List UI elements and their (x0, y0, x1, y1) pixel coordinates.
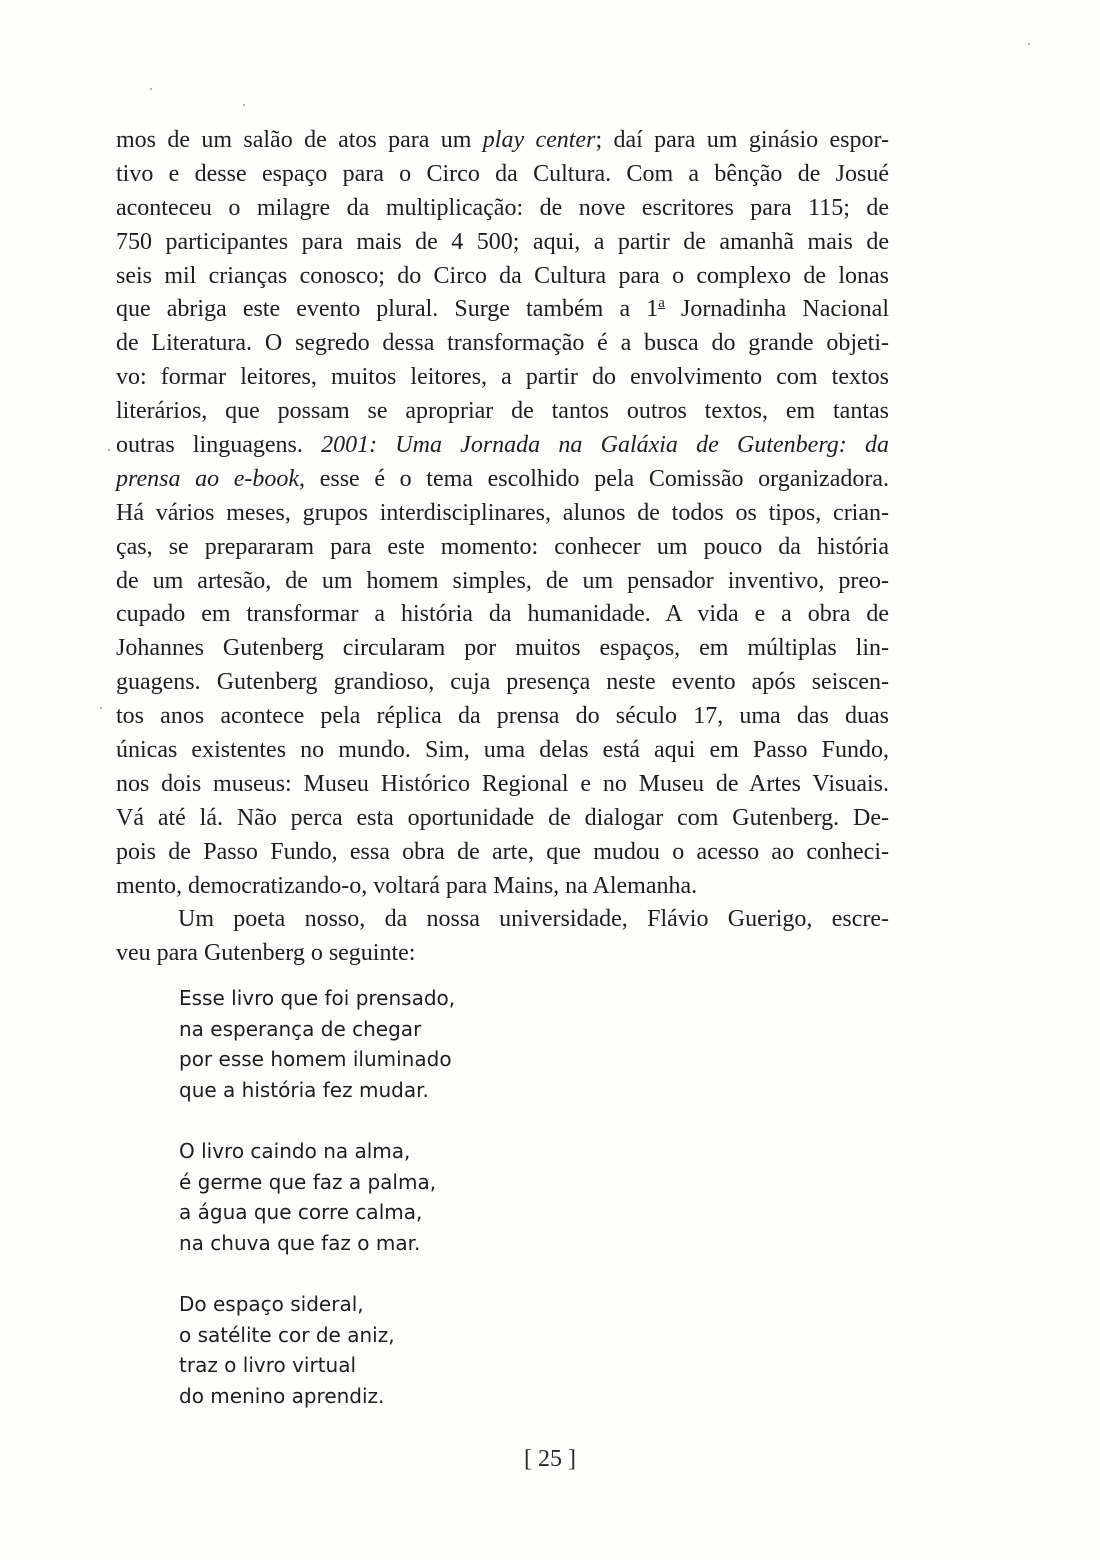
text-run: 750 participantes para mais de 4 500; aqui, a partir de amanhã mais de (116, 228, 889, 255)
scan-speck (1028, 43, 1030, 45)
text-line (116, 192, 889, 226)
text-line (116, 124, 889, 158)
text-run: Johannes Gutenberg circularam por muitos espaços, em múltiplas lin- (116, 635, 889, 662)
text-line (116, 361, 889, 395)
text-line (116, 260, 889, 294)
text-run: que abriga este evento plural. Surge também a 1 (116, 296, 659, 323)
text-run: Jornadinha Nacional (664, 296, 890, 323)
ordinal-superscript: a (658, 295, 665, 312)
poem-stanza (179, 983, 679, 1105)
text-run: outras linguagens. (116, 432, 322, 459)
scan-speck (100, 707, 102, 709)
scan-speck (150, 88, 152, 90)
poem-verse: traz o livro virtual (179, 1353, 357, 1377)
text-line (116, 293, 889, 327)
text-run: esse é o tema escolhido pela Comissão organizadora. (305, 465, 889, 492)
text-run: literários, que possam se apropriar de tantos outros textos, em tantas (116, 398, 889, 425)
body-paragraph (116, 124, 889, 971)
text-run: veu para Gutenberg o seguinte: (116, 940, 416, 967)
text-run: Há vários meses, grupos interdisciplinares, alunos de todos os tipos, crian- (116, 499, 889, 526)
text-run: aconteceu o milagre da multiplicação: de nove escritores para 115; de (116, 194, 889, 221)
italic-title: 2001: Uma Jornada na Galáxia de Gutenberg: da (321, 432, 889, 459)
text-run: pois de Passo Fundo, essa obra de arte, que mudou o acesso ao conheci- (116, 838, 889, 865)
text-line (116, 632, 889, 666)
text-line (116, 158, 889, 192)
poem-verse: na chuva que faz o mar. (179, 1230, 421, 1255)
poem-stanza (179, 1289, 679, 1411)
text-run: nos dois museus: Museu Histórico Regional e no Museu de Artes Visuais. (116, 770, 889, 797)
text-line (116, 802, 889, 836)
poem-stanza (179, 1136, 679, 1258)
scan-speck (108, 449, 110, 451)
text-line (116, 666, 889, 700)
text-run: Vá até lá. Não perca esta oportunidade de dialogar com Gutenberg. De- (116, 804, 889, 831)
page-number: [ 25 ] (524, 1446, 576, 1472)
poem-verse: é germe que faz a palma, (179, 1169, 437, 1194)
text-line (116, 870, 889, 904)
text-line (116, 531, 889, 565)
text-line (116, 734, 889, 768)
poem-verse: o satélite cor de aniz, (179, 1322, 395, 1347)
poem (179, 983, 679, 1442)
poem-verse: Esse livro que foi prensado, (179, 986, 456, 1010)
text-line (116, 598, 889, 632)
text-line (116, 937, 889, 971)
text-run: tos anos acontece pela réplica da prensa do século 17, uma das duas (116, 703, 889, 730)
text-line (116, 768, 889, 802)
text-run: seis mil crianças conosco; do Circo da Cultura para o complexo de lonas (116, 262, 889, 289)
italic-title: prensa ao e-book, (116, 465, 306, 492)
text-run: guagens. Gutenberg grandioso, cuja presença neste evento após seiscen- (116, 669, 889, 696)
scan-speck (243, 104, 245, 106)
text-line (116, 903, 889, 937)
text-line (116, 429, 889, 463)
poem-verse: do menino aprendiz. (179, 1383, 385, 1408)
text-line (116, 226, 889, 260)
text-run: ças, se prepararam para este momento: conhecer um pouco da história (116, 533, 889, 560)
italic-title: play center (482, 127, 596, 153)
text-run: mento, democratizando-o, voltará para Mains, na Alemanha. (116, 872, 698, 899)
text-line (116, 836, 889, 870)
poem-verse: por esse homem iluminado (179, 1047, 452, 1071)
text-line (116, 565, 889, 599)
text-line (116, 463, 889, 497)
text-run: únicas existentes no mundo. Sim, uma delas está aqui em Passo Fundo, (116, 737, 889, 764)
text-run: Um poeta nosso, da nossa universidade, Flávio Guerigo, escre- (178, 906, 889, 933)
text-run: tivo e desse espaço para o Circo da Cultura. Com a bênção de Josué (116, 160, 889, 187)
text-line (116, 395, 889, 429)
text-run: de Literatura. O segredo dessa transformação é a busca do grande objeti- (116, 330, 889, 357)
text-line (116, 327, 889, 361)
poem-verse: que a história fez mudar. (179, 1077, 429, 1102)
text-line (116, 700, 889, 734)
text-run: mos de um salão de atos para um (116, 127, 483, 153)
poem-verse: a água que corre calma, (179, 1200, 423, 1224)
poem-verse: na esperança de chegar (179, 1016, 422, 1041)
text-run: ; daí para um ginásio espor- (595, 127, 890, 153)
poem-verse: O livro caindo na alma, (179, 1139, 411, 1163)
text-line (116, 497, 889, 531)
text-run: de um artesão, de um homem simples, de um pensador inventivo, preo- (116, 567, 889, 594)
text-run: cupado em transformar a história da humanidade. A vida e a obra de (116, 601, 889, 628)
poem-verse: Do espaço sideral, (179, 1292, 364, 1316)
text-run: vo: formar leitores, muitos leitores, a partir do envolvimento com textos (116, 364, 889, 391)
